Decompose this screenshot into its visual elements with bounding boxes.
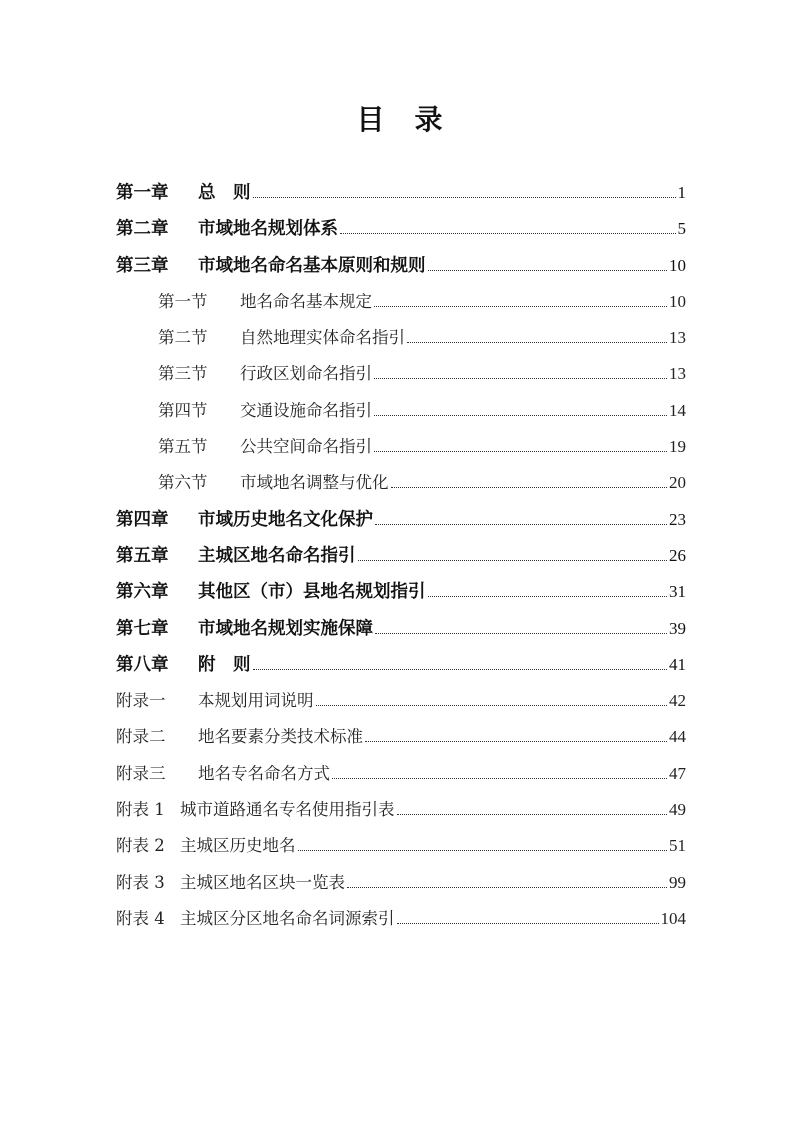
toc-entry-title: 市域地名规划实施保障 [198,618,373,639]
toc-entry-title: 本规划用词说明 [198,691,314,711]
toc-entry-label: 第三节 [158,364,208,384]
toc-entry-page: 49 [669,800,686,820]
dot-leader [374,415,667,416]
toc-entry-page: 10 [669,255,686,275]
toc-entry-chapter-1[interactable] [116,178,686,214]
toc-entry-page: 42 [669,691,686,711]
dot-leader [298,850,668,851]
toc-entry-title: 地名要素分类技术标准 [198,727,363,747]
dot-leader [375,633,667,634]
dot-leader [407,342,667,343]
toc-entry-page: 41 [669,654,686,674]
toc-entry-title: 总 则 [198,183,251,203]
toc-entry-label: 附表 2 [116,836,165,856]
dot-leader [253,197,676,198]
toc-entry-title: 市域地名调整与优化 [240,473,389,493]
toc-entry-appendix-1[interactable] [116,686,686,722]
toc-entry-title: 地名专名命名方式 [198,763,330,783]
toc-entry-label: 附录一 [116,691,166,711]
toc-entry-label: 第二章 [116,219,169,240]
toc-entry-page: 31 [669,582,686,602]
toc-entry-title: 主城区分区地名命名词源索引 [180,908,395,928]
dot-leader [374,306,667,307]
toc-entry-chapter-5[interactable] [116,541,686,577]
toc-entry-title: 自然地理实体命名指引 [240,328,405,348]
toc-entry-title: 公共空间命名指引 [240,437,372,457]
toc-entry-section-4[interactable] [116,396,686,432]
toc-entry-title: 市域地名命名基本原则和规则 [198,255,426,276]
toc-entry-chapter-8[interactable] [116,650,686,686]
toc-entry-label: 第六节 [158,473,208,493]
toc-entry-page: 44 [669,727,686,747]
table-of-contents [116,178,686,940]
dot-leader [428,270,668,271]
dot-leader [374,451,667,452]
toc-entry-page: 26 [669,545,686,565]
toc-entry-title: 市域地名规划体系 [198,219,338,240]
page-title: 目 录 [356,103,444,136]
toc-entry-label: 第六章 [116,582,169,603]
dot-leader [375,524,667,525]
toc-entry-page: 99 [669,872,686,892]
toc-entry-page: 20 [669,473,686,493]
toc-entry-chapter-6[interactable] [116,577,686,613]
dot-leader [428,596,668,597]
toc-entry-chapter-2[interactable] [116,214,686,250]
toc-entry-section-3[interactable] [116,359,686,395]
toc-entry-title: 其他区（市）县地名规划指引 [198,582,426,603]
dot-leader [347,887,667,888]
toc-entry-section-2[interactable] [116,323,686,359]
dot-leader [391,487,668,488]
toc-entry-label: 附录三 [116,763,166,783]
toc-entry-title: 交通设施命名指引 [240,400,372,420]
toc-entry-label: 第二节 [158,328,208,348]
toc-entry-label: 附表 3 [116,872,165,892]
dot-leader [358,560,668,561]
dot-leader [253,669,668,670]
toc-entry-table-1[interactable] [116,795,686,831]
toc-entry-label: 第一章 [116,183,169,203]
toc-entry-chapter-7[interactable] [116,614,686,650]
toc-entry-page: 39 [669,618,686,638]
toc-entry-title: 城市道路通名专名使用指引表 [180,800,395,820]
dot-leader [332,778,667,779]
toc-entry-chapter-3[interactable] [116,251,686,287]
toc-entry-page: 104 [660,908,686,928]
dot-leader [397,923,659,924]
dot-leader [365,741,667,742]
toc-entry-label: 附录二 [116,727,166,747]
toc-entry-label: 第四节 [158,400,208,420]
toc-entry-label: 第五章 [116,545,169,566]
toc-entry-section-5[interactable] [116,432,686,468]
toc-entry-appendix-2[interactable] [116,722,686,758]
toc-entry-section-1[interactable] [116,287,686,323]
dot-leader [340,233,676,234]
toc-entry-label: 附表 1 [116,800,165,820]
toc-entry-page: 47 [669,763,686,783]
toc-entry-chapter-4[interactable] [116,505,686,541]
toc-entry-page: 51 [669,836,686,856]
toc-entry-title: 主城区地名区块一览表 [180,872,345,892]
toc-entry-title: 附 则 [198,654,251,675]
toc-entry-label: 第七章 [116,618,169,639]
toc-entry-title: 地名命名基本规定 [240,291,372,311]
toc-entry-label: 第一节 [158,291,208,311]
toc-entry-table-2[interactable] [116,831,686,867]
toc-entry-page: 23 [669,509,686,529]
toc-entry-label: 第三章 [116,255,169,276]
toc-entry-section-6[interactable] [116,468,686,504]
toc-entry-table-3[interactable] [116,868,686,904]
toc-entry-title: 主城区历史地名 [180,836,296,856]
toc-entry-label: 第八章 [116,654,169,675]
toc-entry-title: 市域历史地名文化保护 [198,509,373,530]
dot-leader [374,378,667,379]
toc-entry-page: 5 [677,219,686,239]
toc-entry-label: 第四章 [116,509,169,530]
toc-entry-title: 行政区划命名指引 [240,364,372,384]
toc-entry-page: 14 [669,400,686,420]
toc-entry-page: 10 [669,291,686,311]
toc-entry-page: 19 [669,437,686,457]
dot-leader [397,814,668,815]
toc-entry-page: 13 [669,328,686,348]
toc-entry-table-4[interactable] [116,904,686,940]
toc-entry-label: 附表 4 [116,908,165,928]
toc-entry-title: 主城区地名命名指引 [198,545,356,566]
dot-leader [316,705,668,706]
toc-entry-page: 1 [677,183,686,202]
toc-entry-label: 第五节 [158,437,208,457]
toc-entry-appendix-3[interactable] [116,759,686,795]
toc-entry-page: 13 [669,364,686,384]
